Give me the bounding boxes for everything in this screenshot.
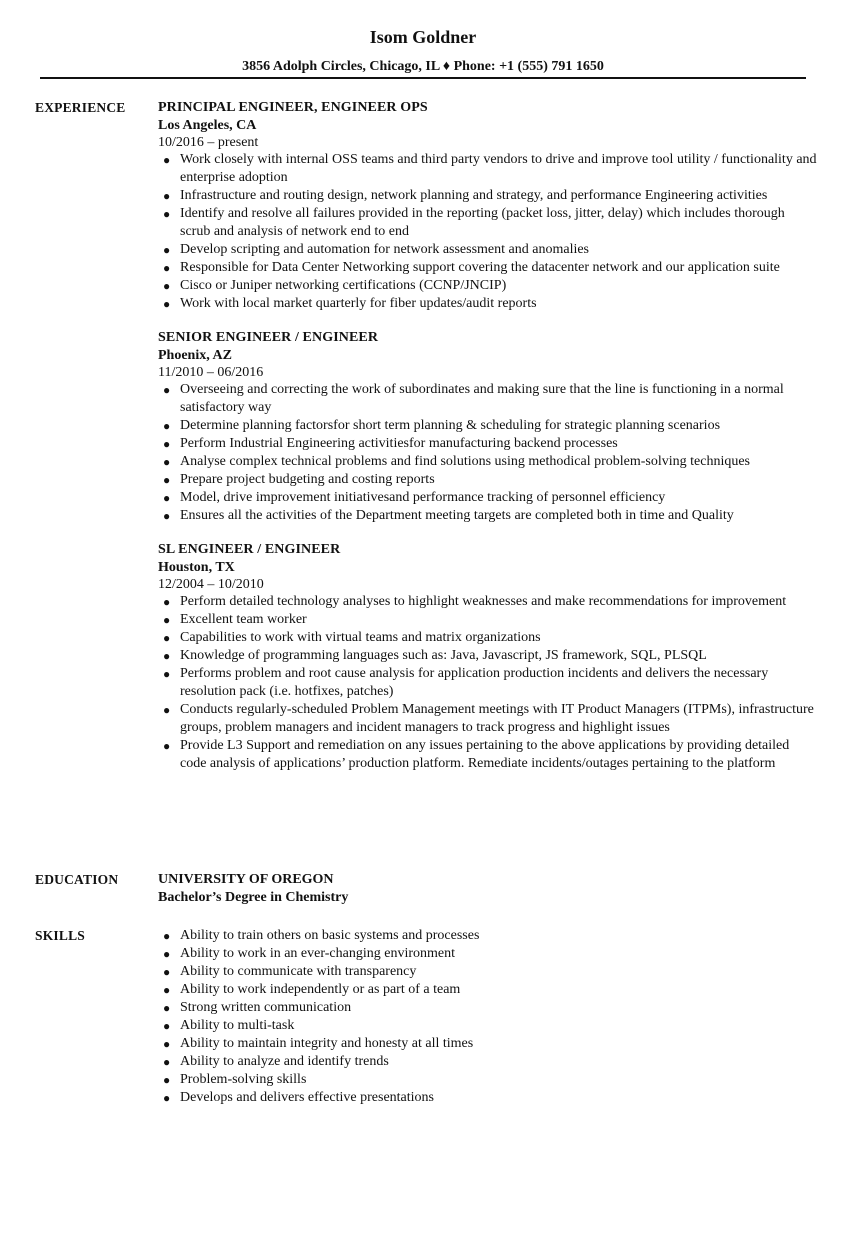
- bullet-item: [158, 435, 818, 453]
- bullet-text: Analyse complex technical problems and find solutions using methodical problem-solving techniques: [180, 454, 750, 469]
- bullet-icon: ●: [163, 613, 171, 627]
- bullet-item: [158, 187, 818, 205]
- bullet-text: Work closely with internal OSS teams and third party vendors to drive and improve tool utility / functionality and enterprise adoption: [180, 152, 817, 185]
- bullet-item: [158, 295, 818, 313]
- bullet-icon: ●: [163, 1001, 171, 1015]
- bullet-text: Prepare project budgeting and costing reports: [180, 472, 435, 487]
- skill-item: [158, 1089, 818, 1107]
- bullet-item: [158, 241, 818, 259]
- bullet-icon: ●: [163, 437, 171, 451]
- bullet-icon: ●: [163, 631, 171, 645]
- bullet-icon: ●: [163, 739, 171, 753]
- job-location: Houston, TX: [158, 560, 235, 575]
- bullet-text: Perform detailed technology analyses to highlight weaknesses and make recommendations for improvement: [180, 594, 787, 609]
- skill-text: Develops and delivers effective presentations: [180, 1090, 434, 1105]
- skill-text: Ability to work in an ever-changing environment: [180, 946, 455, 961]
- skill-item: [158, 1017, 818, 1035]
- skill-item: [158, 927, 818, 945]
- bullet-text: Responsible for Data Center Networking support covering the datacenter network and our application suite: [180, 260, 780, 275]
- bullet-text: Excellent team worker: [180, 612, 307, 627]
- skill-item: [158, 1053, 818, 1071]
- bullet-item: [158, 611, 818, 629]
- bullet-icon: ●: [163, 383, 171, 397]
- bullet-item: [158, 737, 818, 773]
- contact-line: 3856 Adolph Circles, Chicago, IL ♦ Phone: +1 (555) 791 1650: [242, 59, 604, 74]
- job-entry: [158, 541, 818, 773]
- bullet-text: Infrastructure and routing design, network planning and strategy, and performance Engineering activities: [180, 188, 768, 203]
- skills-body: [158, 927, 818, 1107]
- bullet-item: [158, 701, 818, 737]
- skill-text: Ability to multi-task: [180, 1018, 295, 1033]
- job-bullets: [158, 593, 818, 773]
- bullet-item: [158, 259, 818, 277]
- degree-name: Bachelor’s Degree in Chemistry: [158, 890, 349, 905]
- bullet-text: Identify and resolve all failures provided in the reporting (packet loss, jitter, delay) which includes thorough scrub and analysis of network end to end: [180, 206, 785, 239]
- skills-heading: SKILLS: [35, 928, 85, 943]
- bullet-icon: ●: [163, 1073, 171, 1087]
- skill-text: Ability to work independently or as part of a team: [180, 982, 461, 997]
- education-body: [158, 871, 818, 907]
- bullet-item: [158, 647, 818, 665]
- bullet-text: Overseeing and correcting the work of subordinates and making sure that the line is functioning in a normal satisfactory way: [180, 382, 784, 415]
- bullet-icon: ●: [163, 667, 171, 681]
- bullet-icon: ●: [163, 491, 171, 505]
- skill-item: [158, 1071, 818, 1089]
- job-dates: 12/2004 – 10/2010: [158, 577, 264, 592]
- job-dates: 10/2016 – present: [158, 135, 259, 150]
- bullet-text: Perform Industrial Engineering activitiesfor manufacturing backend processes: [180, 436, 618, 451]
- bullet-text: Determine planning factorsfor short term planning & scheduling for strategic planning scenarios: [180, 418, 721, 433]
- school-name: UNIVERSITY OF OREGON: [158, 872, 334, 887]
- bullet-text: Conducts regularly-scheduled Problem Management meetings with IT Product Managers (ITPMs), infrastructure groups, problem managers and incident managers to track progress and highlight issues: [180, 702, 814, 735]
- skill-item: [158, 1035, 818, 1053]
- bullet-item: [158, 417, 818, 435]
- bullet-icon: ●: [163, 1091, 171, 1105]
- bullet-item: [158, 507, 818, 525]
- bullet-text: Ensures all the activities of the Department meeting targets are completed both in time and Quality: [180, 508, 734, 523]
- job-dates: 11/2010 – 06/2016: [158, 365, 264, 380]
- bullet-icon: ●: [163, 455, 171, 469]
- job-title: SENIOR ENGINEER / ENGINEER: [158, 330, 379, 345]
- candidate-name: Isom Goldner: [369, 27, 477, 47]
- skill-item: [158, 945, 818, 963]
- job-location: Los Angeles, CA: [158, 118, 257, 133]
- bullet-icon: ●: [163, 1037, 171, 1051]
- bullet-icon: ●: [163, 929, 171, 943]
- experience-heading: EXPERIENCE: [35, 100, 126, 115]
- bullet-text: Model, drive improvement initiativesand performance tracking of personnel efficiency: [180, 490, 666, 505]
- skill-text: Problem-solving skills: [180, 1072, 307, 1087]
- bullet-icon: ●: [163, 1055, 171, 1069]
- job-entry: [158, 99, 818, 313]
- job-bullets: [158, 151, 818, 313]
- bullet-icon: ●: [163, 243, 171, 257]
- bullet-item: [158, 453, 818, 471]
- bullet-icon: ●: [163, 207, 171, 221]
- bullet-text: Knowledge of programming languages such as: Java, Javascript, JS framework, SQL, PLSQL: [180, 648, 707, 663]
- job-entry: [158, 329, 818, 525]
- skill-item: [158, 963, 818, 981]
- bullet-icon: ●: [163, 261, 171, 275]
- bullet-item: [158, 277, 818, 295]
- bullet-item: [158, 629, 818, 647]
- bullet-icon: ●: [163, 595, 171, 609]
- bullet-icon: ●: [163, 509, 171, 523]
- skill-text: Ability to maintain integrity and honesty at all times: [180, 1036, 474, 1051]
- experience-body: [158, 99, 818, 789]
- job-bullets: [158, 381, 818, 525]
- bullet-item: [158, 151, 818, 187]
- bullet-icon: ●: [163, 297, 171, 311]
- skill-item: [158, 999, 818, 1017]
- job-title: PRINCIPAL ENGINEER, ENGINEER OPS: [158, 100, 428, 115]
- bullet-text: Provide L3 Support and remediation on any issues pertaining to the above applications by providing detailed code analysis of applications’ production platform. Remediate incidents/outages pertaining to the platform: [180, 738, 790, 771]
- bullet-icon: ●: [163, 1019, 171, 1033]
- job-title: SL ENGINEER / ENGINEER: [158, 542, 341, 557]
- skill-text: Ability to communicate with transparency: [180, 964, 417, 979]
- bullet-icon: ●: [163, 189, 171, 203]
- bullet-icon: ●: [163, 703, 171, 717]
- skill-text: Ability to train others on basic systems and processes: [180, 928, 480, 943]
- bullet-icon: ●: [163, 965, 171, 979]
- skill-text: Strong written communication: [180, 1000, 352, 1015]
- bullet-item: [158, 489, 818, 507]
- bullet-text: Work with local market quarterly for fiber updates/audit reports: [180, 296, 537, 311]
- bullet-text: Develop scripting and automation for network assessment and anomalies: [180, 242, 590, 257]
- bullet-item: [158, 381, 818, 417]
- bullet-icon: ●: [163, 947, 171, 961]
- bullet-item: [158, 471, 818, 489]
- bullet-icon: ●: [163, 983, 171, 997]
- skill-item: [158, 981, 818, 999]
- bullet-icon: ●: [163, 473, 171, 487]
- bullet-icon: ●: [163, 419, 171, 433]
- header-divider: [40, 77, 806, 79]
- bullet-text: Cisco or Juniper networking certifications (CCNP/JNCIP): [180, 278, 507, 293]
- bullet-item: [158, 205, 818, 241]
- job-location: Phoenix, AZ: [158, 348, 232, 363]
- bullet-icon: ●: [163, 649, 171, 663]
- bullet-icon: ●: [163, 279, 171, 293]
- bullet-item: [158, 665, 818, 701]
- bullet-text: Capabilities to work with virtual teams and matrix organizations: [180, 630, 541, 645]
- skill-text: Ability to analyze and identify trends: [180, 1054, 389, 1069]
- bullet-text: Performs problem and root cause analysis for application production incidents and delivers the necessary resolution pack (i.e. hotfixes, patches): [180, 666, 769, 699]
- education-heading: EDUCATION: [35, 872, 119, 887]
- bullet-item: [158, 593, 818, 611]
- bullet-icon: ●: [163, 153, 171, 167]
- skills-list: [158, 927, 818, 1107]
